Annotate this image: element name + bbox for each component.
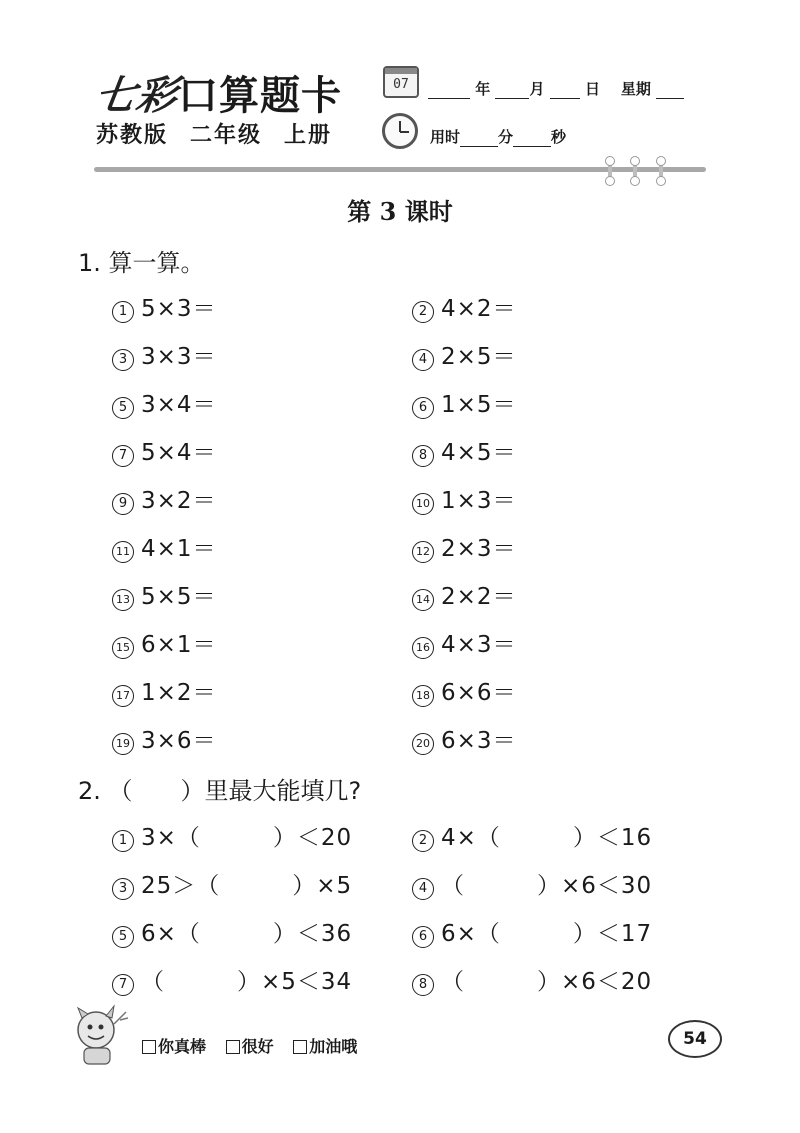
q1-item-3 [112,338,217,371]
q1-item-19 [112,722,217,755]
day-blank[interactable] [550,84,580,99]
time-used-label: 用时 [430,128,461,146]
item-number: 16 [412,637,434,659]
q1-item-10 [412,482,517,515]
expression: 4×（ ）＜16 [441,825,653,851]
item-number: 9 [112,493,134,515]
seconds-blank[interactable] [513,132,551,147]
header-divider [94,167,706,172]
q1-item-2 [412,290,517,323]
q1-item-16 [412,626,517,659]
expression: 2×5＝ [441,344,517,370]
expression: 1×2＝ [141,680,217,706]
expression: 6×6＝ [441,680,517,706]
clock-icon [382,113,418,149]
q2-item-8 [412,963,652,996]
item-number: 8 [412,974,434,996]
expression: 6×（ ）＜36 [141,921,353,947]
expression: （ ）×5＜34 [141,969,353,995]
item-number: 10 [412,493,434,515]
month-label: 月 [529,80,545,98]
q1-item-17 [112,674,217,707]
q2-item-7 [112,963,352,996]
q2-item-3 [112,867,352,900]
q1-item-20 [412,722,517,755]
rating-label: 你真棒 [158,1037,207,1056]
checkbox-icon[interactable] [293,1040,307,1054]
expression: 2×2＝ [441,584,517,610]
expression: 5×5＝ [141,584,217,610]
q1-item-18 [412,674,517,707]
item-number: 6 [412,397,434,419]
calendar-number: 07 [393,77,409,92]
checkbox-icon[interactable] [142,1040,156,1054]
item-number: 3 [112,878,134,900]
item-number: 1 [112,830,134,852]
item-number: 4 [412,349,434,371]
expression: 4×5＝ [441,440,517,466]
year-blank[interactable] [428,84,470,99]
checkbox-icon[interactable] [226,1040,240,1054]
expression: 1×5＝ [441,392,517,418]
expression: 3×（ ）＜20 [141,825,353,851]
item-number: 3 [112,349,134,371]
question-1-heading: 1. 算一算。 [78,249,205,277]
q1-item-13 [112,578,217,611]
seconds-label: 秒 [551,128,567,146]
expression: 6×（ ）＜17 [441,921,653,947]
month-blank[interactable] [495,84,529,99]
edition-grade: 二年级 [190,123,263,148]
item-number: 2 [412,301,434,323]
page-number: 54 [668,1020,722,1058]
item-number: 6 [412,926,434,948]
rating-option-keep-going[interactable] [293,1037,357,1056]
binder-ring-icon [608,160,612,182]
day-label: 日 [584,80,600,98]
q2-item-4 [412,867,652,900]
rating-option-good[interactable] [226,1037,274,1056]
q1-item-1 [112,290,217,323]
item-number: 18 [412,685,434,707]
item-number: 2 [412,830,434,852]
item-number: 20 [412,733,434,755]
q1-item-6 [412,386,517,419]
binder-ring-icon [633,160,637,182]
expression: 6×3＝ [441,728,517,754]
binder-ring-icon [659,160,663,182]
q1-item-9 [112,482,217,515]
expression: 4×1＝ [141,536,217,562]
item-number: 19 [112,733,134,755]
time-line [430,126,566,147]
weekday-blank[interactable] [656,84,684,99]
year-label: 年 [475,80,491,98]
q2-item-1 [112,819,352,852]
item-number: 14 [412,589,434,611]
expression: 3×2＝ [141,488,217,514]
item-number: 4 [412,878,434,900]
date-line [428,78,684,99]
expression: 1×3＝ [441,488,517,514]
brand-prefix: 七彩 [92,72,181,119]
rating-label: 很好 [241,1037,274,1056]
q1-item-5 [112,386,217,419]
q1-item-11 [112,530,217,563]
rating-option-great[interactable] [142,1037,206,1056]
edition-volume: 上册 [284,123,333,148]
expression: 6×1＝ [141,632,217,658]
question-2-heading: 2. （ ）里最大能填几? [78,777,362,805]
minutes-label: 分 [498,128,514,146]
q1-item-12 [412,530,517,563]
brand-title [92,64,342,121]
q1-item-8 [412,434,517,467]
q2-item-6 [412,915,652,948]
q2-item-5 [112,915,352,948]
item-number: 17 [112,685,134,707]
item-number: 1 [112,301,134,323]
minutes-blank[interactable] [460,132,498,147]
expression: 3×3＝ [141,344,217,370]
q1-item-7 [112,434,217,467]
item-number: 13 [112,589,134,611]
lesson-title: 第 3 课时 [347,197,453,226]
q1-item-4 [412,338,517,371]
expression: （ ）×6＜30 [441,873,653,899]
item-number: 8 [412,445,434,467]
q2-item-2 [412,819,652,852]
calendar-icon [383,66,419,98]
expression: 2×3＝ [441,536,517,562]
item-number: 5 [112,397,134,419]
brand-main: 口算题卡 [178,72,342,119]
expression: 25＞（ ）×5 [141,873,353,899]
expression: 4×2＝ [441,296,517,322]
edition-publisher: 苏教版 [96,123,169,148]
expression: 3×4＝ [141,392,217,418]
expression: 4×3＝ [441,632,517,658]
expression: （ ）×6＜20 [441,969,653,995]
item-number: 7 [112,974,134,996]
self-rating [142,1034,371,1057]
item-number: 7 [112,445,134,467]
expression: 3×6＝ [141,728,217,754]
expression: 5×3＝ [141,296,217,322]
edition-info [96,118,354,149]
q1-item-15 [112,626,217,659]
rating-label: 加油哦 [309,1037,358,1056]
item-number: 11 [112,541,134,563]
mascot-icon [70,1004,132,1068]
expression: 5×4＝ [141,440,217,466]
weekday-label: 星期 [620,80,651,98]
item-number: 15 [112,637,134,659]
item-number: 5 [112,926,134,948]
q1-item-14 [412,578,517,611]
item-number: 12 [412,541,434,563]
